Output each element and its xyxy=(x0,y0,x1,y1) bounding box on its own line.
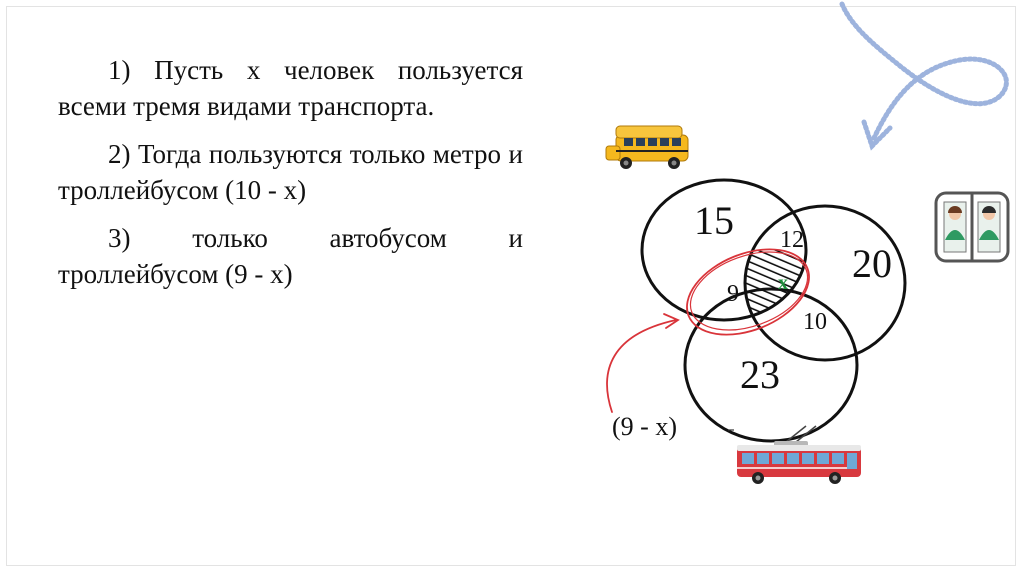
bus-trolleybus-value: 9 xyxy=(727,281,739,307)
trolleybus-icon xyxy=(737,426,861,484)
all-three-value: x xyxy=(778,272,788,294)
paragraph-3: 3) только автобусом и троллейбусом (9 - x) xyxy=(58,223,523,289)
trolleybus-only-value: 23 xyxy=(740,352,780,397)
decorative-scribble xyxy=(842,4,1006,146)
callout-arrow xyxy=(607,314,678,412)
metro-trolleybus-value: 10 xyxy=(803,309,827,335)
paragraph-1: 1) Пусть x человек пользуется всеми тремя видами транспорта. xyxy=(58,55,523,121)
bus-metro-value: 12 xyxy=(780,227,804,253)
bus-only-value: 15 xyxy=(694,198,734,243)
callout-label: (9 - x) xyxy=(612,412,677,441)
paragraph-2: 2) Тогда пользуются только метро и троллейбусом (10 - x) xyxy=(58,139,523,205)
metro-only-value: 20 xyxy=(852,241,892,286)
school-bus-icon xyxy=(606,126,688,169)
metro-passengers-icon xyxy=(936,193,1008,261)
